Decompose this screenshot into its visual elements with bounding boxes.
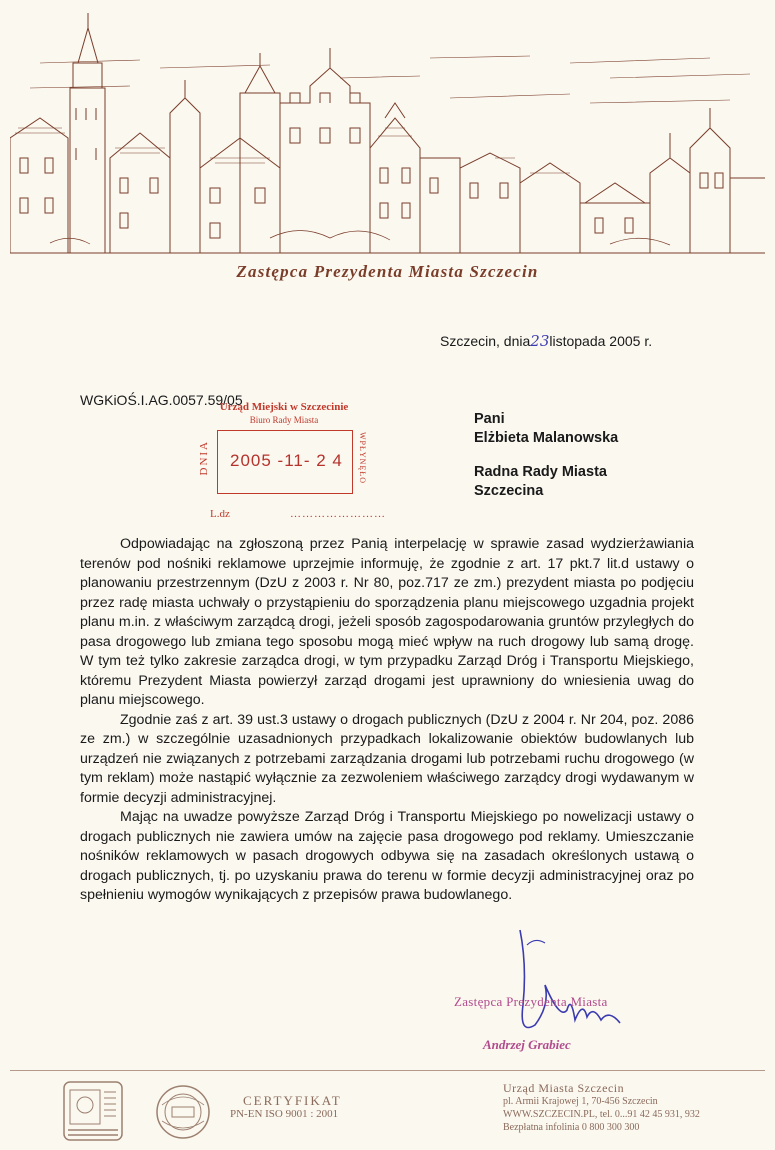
stamp-line1: Urząd Miejski w Szczecinie bbox=[219, 401, 349, 413]
certificate-title: CERTYFIKAT bbox=[243, 1093, 342, 1108]
recipient-line1: Pani bbox=[474, 411, 505, 427]
body-paragraph-3: Mając na uwadze powyższe Zarząd Dróg i Transportu Miejskiego po nowelizacji ustawy o drogach publicznych nie zawiera umów na zajęcie pasa drogowego pod reklamy. Umieszczanie nośników reklamowych w pasach drogowych odbywa się na zasadach określonych ustawą o drogach publicznych, tj. po uzyskaniu prawa do terenu w formie decyzji administracyjnej oraz po spełnieniu wymogów wynikających z przepisów prawa budowlanego. bbox=[80, 809, 694, 903]
stamp-ldz-dots: …………………… bbox=[290, 508, 386, 520]
date-suffix: listopada 2005 r. bbox=[549, 333, 653, 349]
office-hotline: Bezpłatna infolinia 0 800 300 300 bbox=[503, 1122, 640, 1133]
certificate-standard: PN-EN ISO 9001 : 2001 bbox=[230, 1108, 339, 1120]
office-address: pl. Armii Krajowej 1, 70-456 Szczecin bbox=[503, 1096, 658, 1107]
date-prefix: Szczecin, dnia bbox=[440, 333, 531, 349]
stamp-date: 2005 -11- 2 4 bbox=[230, 451, 343, 470]
signature-name-stamp: Andrzej Grabiec bbox=[483, 1037, 571, 1052]
recipient-block bbox=[474, 410, 618, 501]
footer-divider bbox=[10, 1070, 765, 1071]
office-address-block bbox=[503, 1082, 700, 1134]
stamp-side-right: WPŁYNĘŁO bbox=[358, 432, 367, 484]
stamp-line2: Biuro Rady Miasta bbox=[249, 415, 319, 425]
recipient-line3: Radna Rady Miasta bbox=[474, 464, 607, 480]
office-name: Urząd Miasta Szczecin bbox=[503, 1081, 625, 1095]
iqnet-certification-logo-icon bbox=[154, 1083, 212, 1141]
body-paragraph-1: Odpowiadając na zgłoszoną przez Panią interpelację w sprawie zasad wydzierżawiania terenów pod nośniki reklamowe uprzejmie informuję, że zgodnie z art. 17 pkt.7 lit.d ustawy o planowaniu przestrzennym (DzU z 2003 r. Nr 80, poz.717 ze zm.) prezydent miasta po podjęciu przez radę miasta uchwały o przystąpieniu do sporządzenia planu miejscowego uzgadnia projekt planu m.in. z właściwym zarządcą drogi, jeżeli sposób zagospodarowania gruntów przyległych do pasa drogowego lub zmiana tego sposobu mogą mieć wpływ na ruch drogowy lub samą drogę. W tym też tylko zakresie zarządca drogi, w tym przypadku Zarząd Dróg i Transportu Miejskiego, któremu Prezydent Miasta powierzył zarząd drogami jest uprawniony do wniesienia uwag do planu miejscowego. bbox=[80, 536, 694, 708]
date-line bbox=[440, 332, 652, 350]
szczecin-skyline-illustration bbox=[10, 8, 765, 258]
date-handwritten-day: 23 bbox=[530, 332, 550, 350]
pcbc-certification-logo-icon bbox=[62, 1080, 124, 1142]
letter-body bbox=[80, 535, 694, 906]
office-web-phone: WWW.SZCZECIN.PL, tel. 0...91 42 45 931, 932 bbox=[503, 1109, 700, 1120]
header-title: Zastępca Prezydenta Miasta Szczecin bbox=[236, 262, 539, 281]
recipient-line2: Elżbieta Malanowska bbox=[474, 430, 619, 446]
stamp-side-left: DNIA bbox=[198, 440, 210, 476]
recipient-line4: Szczecina bbox=[474, 483, 544, 499]
stamp-ldz-label: L.dz bbox=[210, 508, 230, 520]
body-paragraph-2: Zgodnie zaś z art. 39 ust.3 ustawy o drogach publicznych (DzU z 2004 r. Nr 204, poz. 2086 ze zm.) w szczególnie uzasadnionych przypadkach lokalizowanie obiektów budowlanych lub urządzeń nie związanych z potrzebami zarządzania drogami lub potrzebami ruchu drogowego (w tym reklam) może nastąpić wyłącznie za zezwoleniem właściwego zarządcy drogi wydawanym w formie decyzji administracyjnej. bbox=[80, 711, 694, 806]
handwritten-signature bbox=[505, 925, 625, 1055]
received-stamp bbox=[198, 400, 386, 524]
signature-title-stamp: Zastępca Prezydenta Miasta bbox=[454, 994, 608, 1009]
reference-number: WGKiOŚ.I.AG.0057.59/05 bbox=[80, 392, 243, 408]
